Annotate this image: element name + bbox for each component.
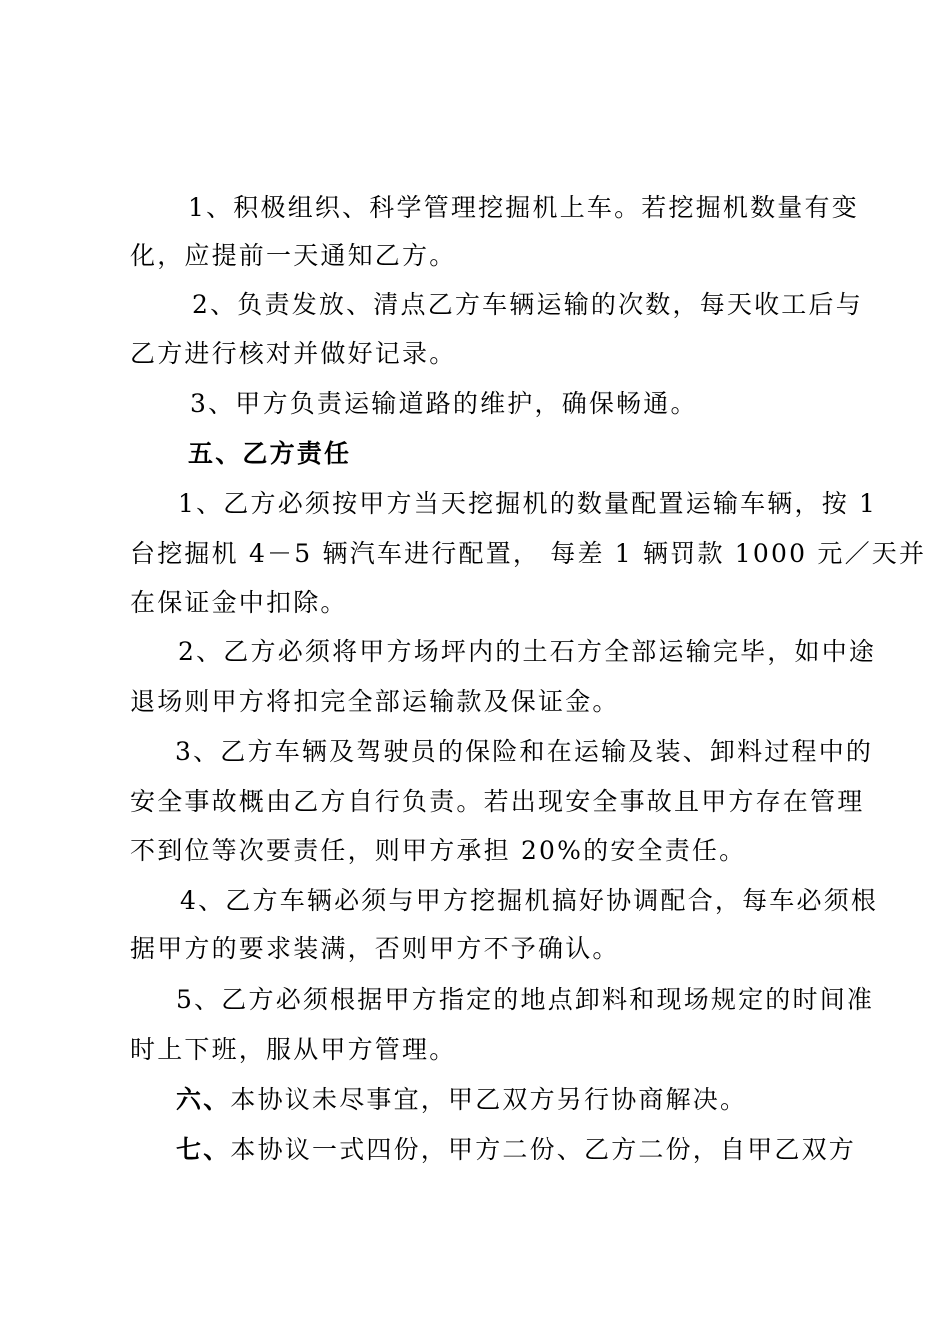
section-seven <box>176 1135 876 1165</box>
party-b-item-1-line-1: 1、乙方必须按甲方当天挖掘机的数量配置运输车辆，按 1 <box>178 489 878 518</box>
party-b-item-1-line-2: 台挖掘机 4－5 辆汽车进行配置， 每差 1 辆罚款 1000 元／天并 <box>130 539 927 568</box>
party-b-item-4-line-1: 4、乙方车辆必须与甲方挖掘机搞好协调配合，每车必须根 <box>180 886 879 915</box>
party-a-item-2-line-1: 2、负责发放、清点乙方车辆运输的次数，每天收工后与 <box>192 290 863 319</box>
party-b-item-3-line-1: 3、乙方车辆及驾驶员的保险和在运输及装、卸料过程中的 <box>175 737 874 766</box>
party-b-item-3-line-2: 安全事故概由乙方自行负责。若出现安全事故且甲方存在管理 <box>130 787 865 816</box>
party-b-item-3-line-3: 不到位等次要责任，则甲方承担 20%的安全责任。 <box>130 836 747 865</box>
party-b-item-4-line-2: 据甲方的要求装满，否则甲方不予确认。 <box>130 934 620 963</box>
section-five-heading: 五、乙方责任 <box>188 439 352 468</box>
section-six <box>176 1085 876 1115</box>
party-a-item-2-line-2: 乙方进行核对并做好记录。 <box>130 339 457 368</box>
party-b-item-1-line-3: 在保证金中扣除。 <box>130 588 348 617</box>
party-b-item-5-line-1: 5、乙方必须根据甲方指定的地点卸料和现场规定的时间准 <box>176 985 875 1014</box>
party-a-item-3: 3、甲方负责运输道路的维护，确保畅通。 <box>190 389 698 418</box>
party-b-item-5-line-2: 时上下班，服从甲方管理。 <box>130 1035 457 1064</box>
section-seven-label: 七、 <box>176 1135 231 1164</box>
section-six-label: 六、 <box>176 1085 231 1114</box>
party-b-item-2-line-2: 退场则甲方将扣完全部运输款及保证金。 <box>130 687 620 716</box>
party-b-item-2-line-1: 2、乙方必须将甲方场坪内的土石方全部运输完毕，如中途 <box>178 637 877 666</box>
section-six-text: 本协议未尽事宜，甲乙双方另行协商解决。 <box>230 1085 748 1114</box>
party-a-item-1-line-1: 1、积极组织、科学管理挖掘机上车。若挖掘机数量有变 <box>188 193 859 222</box>
section-seven-text: 本协议一式四份，甲方二份、乙方二份，自甲乙双方 <box>230 1135 857 1164</box>
party-a-item-1-line-2: 化，应提前一天通知乙方。 <box>130 241 457 270</box>
